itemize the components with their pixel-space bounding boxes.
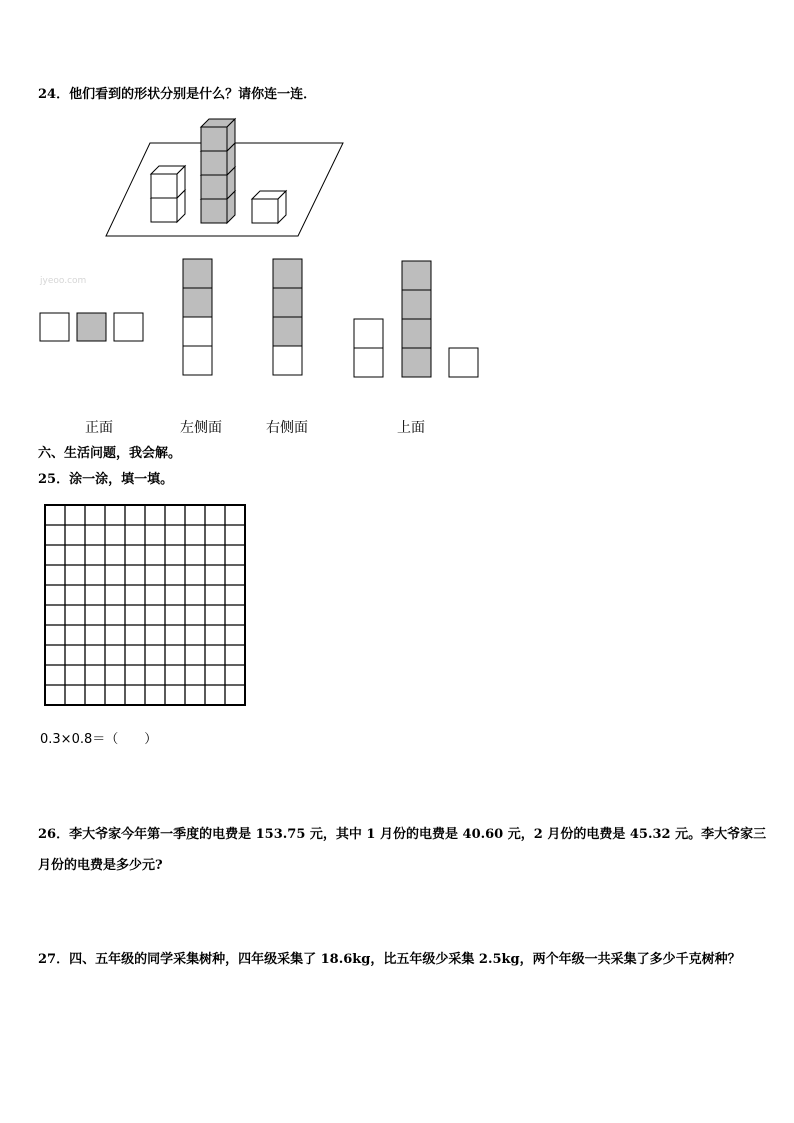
question-27-text: 27．四、五年级的同学采集树种，四年级采集了 18.6kg，比五年级少采集 2.5kg，两个年级一共采集了多少千克树种？	[38, 952, 741, 967]
question-25-text: 25．涂一涂，填一填。	[38, 472, 174, 487]
question-26-line1: 26．李大爷家今年第一季度的电费是 153.75 元，其中 1 月份的电费是 40.60 元，2 月份的电费是 45.32 元。李大爷家三	[38, 827, 767, 842]
left-cube-stack	[151, 166, 185, 222]
right-cube	[252, 191, 286, 223]
hundred-grid[interactable]	[40, 501, 252, 711]
label-front: 正面	[85, 420, 113, 436]
middle-cube-stack	[201, 119, 235, 223]
label-left-side: 左侧面	[180, 420, 222, 436]
multiplication-expression: 0.3×0.8＝（ ）	[40, 732, 158, 747]
view-option-left-column	[183, 259, 212, 375]
cube-diagram	[0, 0, 794, 440]
question-26-line2: 月份的电费是多少元?	[38, 858, 163, 873]
view-option-front-row	[40, 313, 143, 341]
question-24-text: 24．他们看到的形状分别是什么？请你连一连．	[38, 87, 317, 102]
view-option-right-column	[273, 259, 302, 375]
label-top: 上面	[397, 420, 425, 436]
section-6-title: 六、生活问题，我会解。	[38, 446, 182, 461]
view-option-top-group	[354, 261, 478, 377]
watermark: jyeoo.com	[40, 276, 87, 286]
label-right-side: 右侧面	[266, 420, 308, 436]
